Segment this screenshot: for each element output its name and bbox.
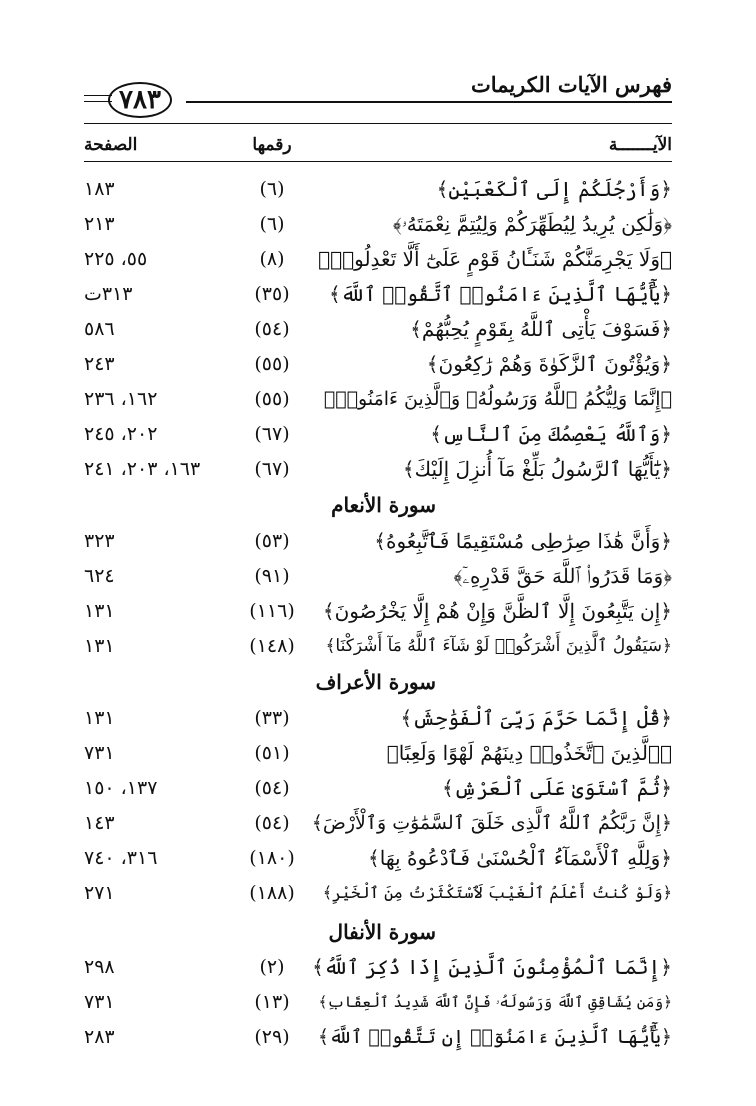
column-header-number: رقمها (252, 135, 292, 155)
table-row (84, 985, 672, 1019)
ayah-text: ﴿سَيَقُولُ ٱلَّذِينَ أَشْرَكُوا۟ لَوْ شَآءَ ٱللَّهُ مَآ أَشْرَكْنَا﴾ (325, 636, 672, 656)
ayah-number: (٥٣) (254, 530, 290, 552)
ayah-number: (٥٤) (254, 777, 290, 799)
ayah-text: ﴿إِنَّمَا ٱلْمُؤْمِنُونَ ٱلَّذِينَ إِذَا ذُكِرَ ٱللَّهُ﴾ (312, 955, 672, 979)
table-row (84, 417, 672, 451)
table-row (84, 242, 672, 276)
table-row (84, 172, 672, 206)
ayah-number: (٥٥) (254, 388, 290, 410)
ayah-text: ﴿وَمَن يُشَاقِقِ ٱللَّهَ وَرَسُولَهُۥ فَإِنَّ ٱللَّهَ شَدِيدُ ٱلْعِقَابِ﴾ (318, 993, 672, 1011)
ayah-number: (١٤٨) (249, 635, 295, 657)
page-reference: ١٦٢، ٢٣٦ (84, 388, 158, 410)
page-reference: ٥٥، ٢٢٥ (84, 248, 148, 270)
page-title: فهرس الآيات الكريمات (471, 72, 672, 97)
ayah-number: (٥٤) (254, 318, 290, 340)
ayah-text: ﴿إِنَّمَا وَلِيُّكُمُ ٱللَّهُ وَرَسُولُهُۥ وَٱلَّذِينَ ءَامَنُوا۟﴾ (323, 388, 672, 410)
header-rule-left-bottom (84, 101, 112, 102)
ayah-number: (٦) (259, 213, 285, 235)
ayah-text: ﴿وَٱللَّهُ يَعْصِمُكَ مِنَ ٱلنَّاسِ﴾ (430, 422, 672, 446)
ayah-number: (٩١) (254, 565, 290, 587)
table-row (84, 736, 672, 770)
column-header-ayah: الآيـــــــة (608, 135, 672, 155)
page-reference: ١٣١ (84, 707, 115, 729)
table-row (84, 277, 672, 311)
table-row (84, 207, 672, 241)
page-number: ٧٨٣ (119, 85, 161, 115)
section-heading: سورة الأنعام (331, 493, 436, 517)
table-row (84, 347, 672, 381)
table-row (84, 559, 672, 593)
page-number-badge (90, 76, 190, 124)
section-heading: سورة الأنفال (328, 920, 436, 944)
table-row (84, 771, 672, 805)
ayah-text: ﴿وَأَرْجُلَكُمْ إِلَى ٱلْكَعْبَيْنِ﴾ (436, 177, 672, 201)
table-row (84, 841, 672, 875)
ayah-number: (١٣) (254, 991, 290, 1013)
ayah-text: ﴿يَٰٓأَيُّهَا ٱلرَّسُولُ بَلِّغْ مَآ أُنزِلَ إِلَيْكَ﴾ (402, 457, 672, 481)
ayah-text: ﴿ثُمَّ ٱسْتَوَىٰ عَلَى ٱلْعَرْشِ﴾ (441, 776, 672, 800)
header-rule (186, 101, 672, 103)
table-row (84, 452, 672, 486)
table-row (84, 806, 672, 840)
table-row (84, 629, 672, 663)
ayah-number: (٣٣) (254, 707, 290, 729)
column-header-rule (84, 123, 672, 124)
ayah-text: ﴿فَسَوْفَ يَأْتِى ٱللَّهُ بِقَوْمٍ يُحِبُّهُمْ﴾ (410, 317, 672, 341)
page-reference: ٧٣١ (84, 742, 115, 764)
table-row (84, 594, 672, 628)
table-row (84, 382, 672, 416)
page-reference: ٢٠٢، ٢٤٥ (84, 423, 158, 445)
ayah-text: ﴿وَيُؤْتُونَ ٱلزَّكَوٰةَ وَهُمْ رَٰكِعُونَ﴾ (426, 352, 672, 376)
ayah-number: (٥٥) (254, 353, 290, 375)
page-reference: ٢٤٣ (84, 353, 115, 375)
page-reference: ١٣١ (84, 600, 115, 622)
column-header-page: الصفحة (84, 135, 138, 155)
page-reference: ٦٢٤ (84, 565, 115, 587)
page-reference: ٢٩٨ (84, 956, 115, 978)
table-row (84, 950, 672, 984)
ayah-number: (٦) (259, 178, 285, 200)
ayah-text: ﴿وَلَا يَجْرِمَنَّكُمْ شَنَـَٔانُ قَوْمٍ عَلَىٰٓ أَلَّا تَعْدِلُوا۟﴾ (318, 247, 672, 271)
table-row (84, 312, 672, 346)
ayah-text: ﴿إِن يَتَّبِعُونَ إِلَّا ٱلظَّنَّ وَإِنْ هُمْ إِلَّا يَخْرُصُونَ﴾ (322, 599, 672, 623)
ayah-number: (٥٤) (254, 812, 290, 834)
ayah-number: (٢) (259, 956, 285, 978)
page-reference: ٣٢٣ (84, 530, 115, 552)
ayah-number: (٦٧) (254, 458, 290, 480)
page-reference: ٣١٦، ٧٤٠ (84, 847, 158, 869)
table-row (84, 701, 672, 735)
ayah-number: (٥١) (254, 742, 290, 764)
ayah-text: ﴿قُلْ إِنَّمَا حَرَّمَ رَبِّىَ ٱلْفَوَٰحِشَ﴾ (400, 706, 672, 730)
ayah-text: ﴿وَلِلَّهِ ٱلْأَسْمَآءُ ٱلْحُسْنَىٰ فَٱدْعُوهُ بِهَا﴾ (368, 846, 672, 870)
ayah-number: (١١٦) (249, 600, 295, 622)
page-reference: ٣١٣ت (84, 283, 133, 305)
page-reference: ١٣١ (84, 635, 115, 657)
header-rule-left-top (84, 95, 112, 96)
ayah-text: ﴿وَلَوْ كُنتُ أَعْلَمُ ٱلْغَيْبَ لَٱسْتَكْثَرْتُ مِنَ ٱلْخَيْرِ﴾ (322, 883, 672, 902)
ayah-text: ﴿إِنَّ رَبَّكُمُ ٱللَّهُ ٱلَّذِى خَلَقَ ٱلسَّمَٰوَٰتِ وَٱلْأَرْضَ﴾ (311, 812, 672, 834)
page-reference: ١٣٧، ١٥٠ (84, 777, 158, 799)
page-reference: ١٨٣ (84, 178, 115, 200)
ayah-text: ﴿وَمَا قَدَرُوا۟ ٱللَّهَ حَقَّ قَدْرِهِۦٓ﴾ (453, 564, 672, 588)
ayah-number: (٨) (259, 248, 285, 270)
ayah-text: ﴿ٱلَّذِينَ ٱتَّخَذُوا۟ دِينَهُمْ لَهْوًا وَلَعِبًا﴾ (386, 741, 672, 765)
table-row (84, 524, 672, 558)
ayah-number: (١٨٠) (249, 847, 295, 869)
ayah-text: ﴿يَٰٓأَيُّهَا ٱلَّذِينَ ءَامَنُوا۟ ٱتَّقُوا۟ ٱللَّهَ﴾ (329, 282, 672, 306)
column-header-underline (84, 161, 672, 162)
ayah-number: (١٨٨) (249, 882, 295, 904)
table-row (84, 1020, 672, 1054)
ayah-text: ﴿وَلَٰكِن يُرِيدُ لِيُطَهِّرَكُمْ وَلِيُتِمَّ نِعْمَتَهُۥ﴾ (392, 212, 672, 236)
page-reference: ٢٧١ (84, 882, 115, 904)
ayah-text: ﴿وَأَنَّ هَٰذَا صِرَٰطِى مُسْتَقِيمًا فَٱتَّبِعُوهُ﴾ (374, 529, 672, 553)
page-reference: ٥٨٦ (84, 318, 115, 340)
page-reference: ٢٨٣ (84, 1026, 115, 1048)
ayah-number: (٦٧) (254, 423, 290, 445)
page-reference: ٢١٣ (84, 213, 115, 235)
table-row (84, 876, 672, 910)
page-reference: ١٤٣ (84, 812, 115, 834)
page-reference: ٧٣١ (84, 991, 115, 1013)
ayah-number: (٣٥) (254, 283, 290, 305)
ayah-text: ﴿يَٰٓأَيُّهَا ٱلَّذِينَ ءَامَنُوٓا۟ إِن تَتَّقُوا۟ ٱللَّهَ﴾ (317, 1026, 672, 1048)
section-heading: سورة الأعراف (315, 670, 436, 694)
ayah-number: (٢٩) (254, 1026, 290, 1048)
page-reference: ١٦٣، ٢٠٣، ٢٤١ (84, 458, 201, 480)
